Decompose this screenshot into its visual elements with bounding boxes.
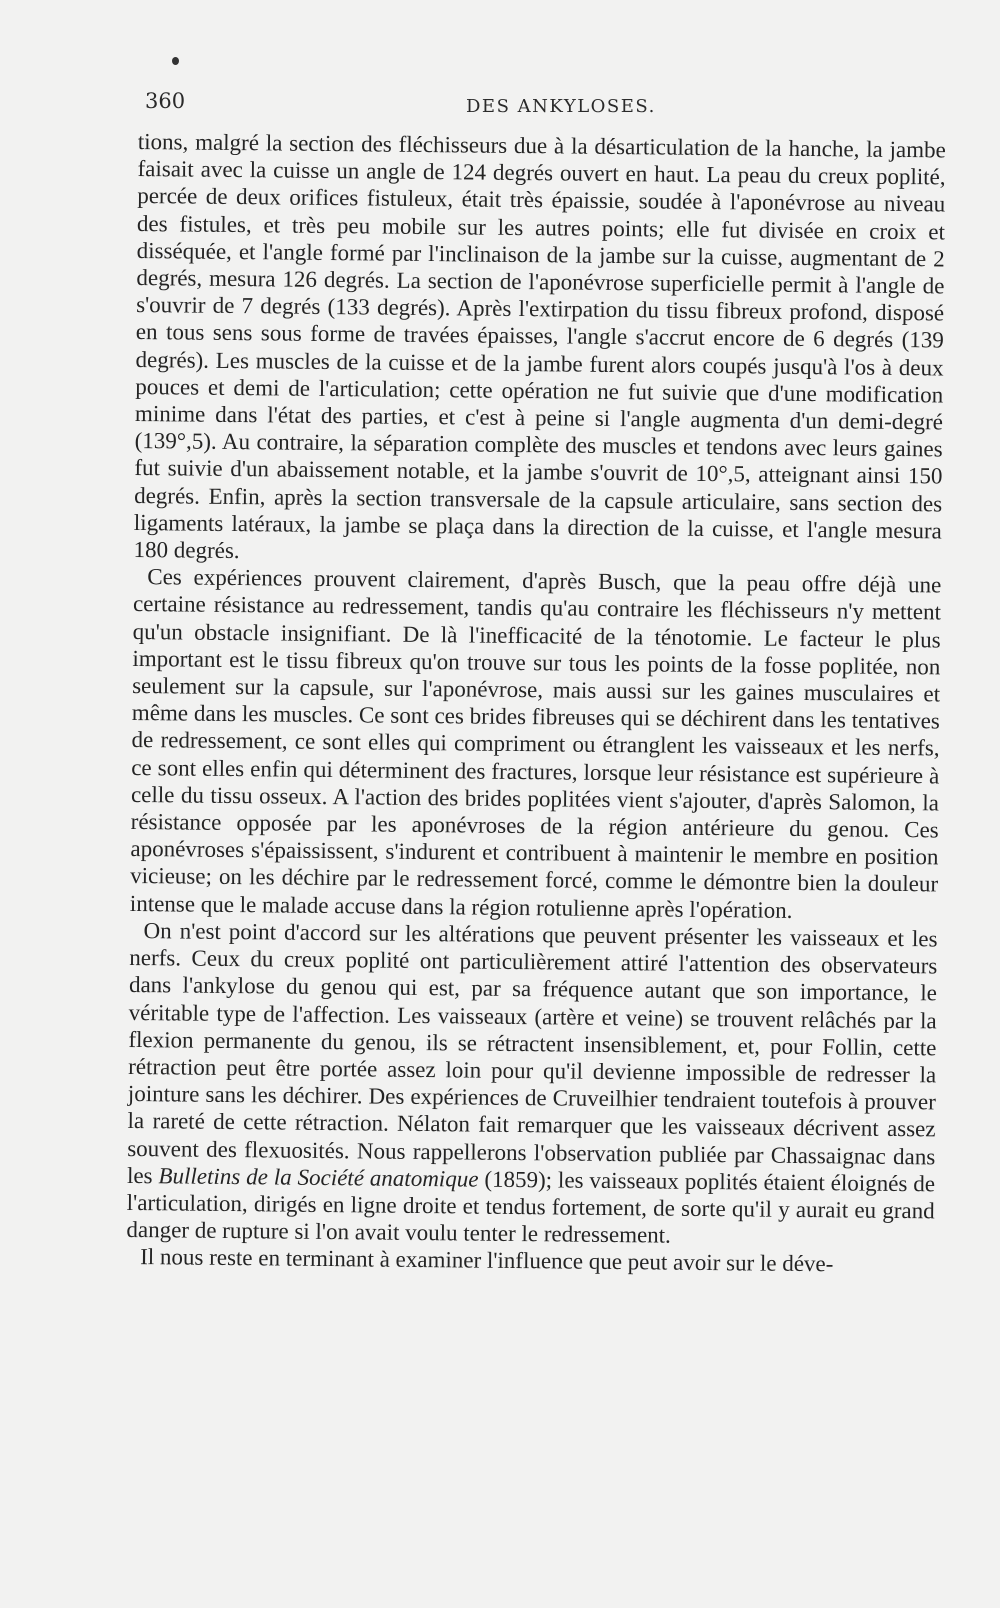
paragraph-3 [126, 917, 937, 1252]
paragraph-1: tions, malgré la section des fléchisseurs due à la désarticulation de la hanche, la jambe faisait avec la cuisse un angle de 124 degrés ouvert en haut. La peau du creux poplité, percée de deux orifices fistuleux, était très épaissie, soudée à l'aponévrose au niveau des fistules, et très peu mobile sur les autres points; elle fut divisée en croix et disséquée, et l'angle formé par l'inclinaison de la jambe sur la cuisse, augmentant de 2 degrés, mesura 126 degrés. La section de l'aponévrose superficielle permit à l'angle de s'ouvrir de 7 degrés (133 degrés). Après l'extirpation du tissu fibreux profond, disposé en tous sens sous forme de travées épaisses, l'angle s'accrut encore de 6 degrés (139 degrés). Les muscles de la cuisse et de la jambe furent alors coupés jusqu'à l'os à deux pouces et demi de l'articulation; cette opération ne fut suivie que d'une modification minime dans l'état des parties, et c'est à peine si l'angle augmenta d'un demi-degré (139°,5). Au contraire, la séparation complète des muscles et tendons avec leurs gaines fut suivie d'un abaissement notable, et la jambe s'ouvrit de 10°,5, atteignant ainsi 150 degrés. Enfin, après la section transversale de la capsule articulaire, sans section des ligaments latéraux, la jambe se plaça dans la direction de la cuisse, et l'angle mesura 180 degrés. [133, 128, 946, 564]
ink-speck [172, 57, 179, 65]
running-head: DES ANKYLOSES. [466, 96, 656, 117]
journal-title: Bulletins de la Société anatomique [158, 1162, 479, 1192]
paragraph-2: Ces expériences prouvent clairement, d'après Busch, que la peau offre déjà une certaine résistance au redressement, tandis qu'au contraire les fléchisseurs n'y mettent qu'un obstacle insignifiant. De là l'inefficacité de la ténotomie. Le facteur le plus important est le tissu fibreux qu'on trouve sur tous les points de la fosse poplitée, non seulement sur la capsule, sur l'aponévrose, mais aussi sur les gaines musculaires et même dans les muscles. Ce sont ces brides fibreuses qui se déchirent dans les tentatives de redressement, ce sont elles qui compriment ou étranglent les vaisseaux et les nerfs, ce sont elles enfin qui déterminent des fractures, lorsque leur résistance est supérieure à celle du tissu osseux. A l'action des brides poplitées vient s'ajouter, d'après Salomon, la résistance opposée par les aponévroses de la région antérieure du genou. Ces aponévroses s'épaississent, s'indurent et contribuent à maintenir le membre en position vicieuse; on les déchire par le redressement forcé, comme le démontre bien la douleur intense que le malade accuse dans la région rotulienne après l'opération. [129, 564, 942, 923]
paragraph-3-text-a: On n'est point d'accord sur les altérations que peuvent présenter les vaisseaux et les nerfs. Ceux du creux poplité ont particulièrement attiré l'attention des observateurs dans l'ankylose du genou qui est, par sa fréquence autant que son importance, le véritable type de l'affection. Les vaisseaux (artère et veine) se trouvent relâchés par la flexion permanente du genou, ils se rétractent insensiblement, et, pour Follin, cette rétraction peut être portée assez loin pour qu'il devienne impossible de redresser la jointure sans les déchirer. Des expériences de Cruveilhier tendraient toutefois à prouver la rareté de cette rétraction. Nélaton fait remarquer que les vaisseaux décrivent assez souvent des flexuosités. Nous rappellerons l'observation publiée par Chassaignac dans les [126, 917, 938, 1188]
page-number: 360 [145, 89, 186, 113]
paragraph-3-text-b: (1859); les vaisseaux poplités étaient éloignés de l'articulation, dirigés en ligne droite et tendus fortement, de sorte qu'il y aurait eu grand danger de rupture si l'on avait voulu tenter le redressement. [126, 1166, 936, 1248]
body-text [126, 128, 946, 1279]
paragraph-4: Il nous reste en terminant à examiner l'influence que peut avoir sur le déve- [140, 1244, 834, 1277]
